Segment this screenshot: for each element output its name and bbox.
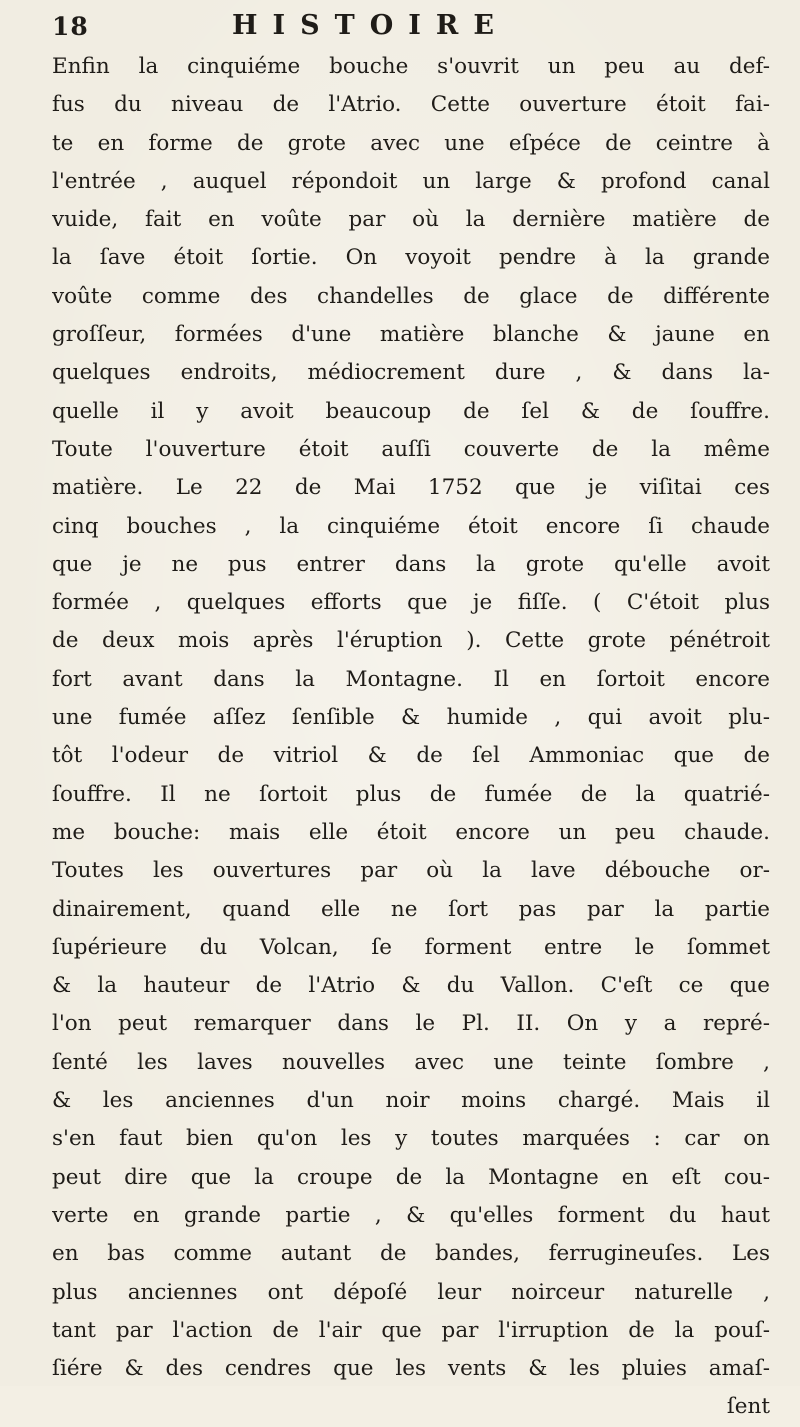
text-line: peut dire que la croupe de la Montagne en eſt cou-: [52, 1164, 770, 1190]
text-line: Toutes les ouvertures par où la lave débouche or-: [52, 858, 770, 884]
text-line: l'on peut remarquer dans le Pl. II. On y a repré-: [52, 1011, 770, 1037]
text-line: en bas comme autant de bandes, ferrugineuſes. Les: [52, 1241, 770, 1267]
text-line: te en forme de grote avec une eſpéce de ceintre à: [52, 130, 770, 156]
text-line: que je ne pus entrer dans la grote qu'elle avoit: [52, 551, 770, 577]
text-line: s'en faut bien qu'on les y toutes marquées : car on: [52, 1126, 770, 1152]
text-line: ſiére & des cendres que les vents & les pluies amaſ-: [52, 1356, 770, 1382]
text-line: Enfin la cinquiéme bouche s'ouvrit un peu au def-: [52, 54, 770, 79]
running-title: HISTOIRE: [232, 10, 509, 41]
text-line: Toute l'ouverture étoit auſſi couverte de la même: [52, 436, 770, 462]
text-line: la ſave étoit ſortie. On voyoit pendre à la grande: [52, 245, 770, 271]
text-line: ſenté les laves nouvelles avec une teinte ſombre ,: [52, 1049, 770, 1075]
text-line: l'entrée , auquel répondoit un large & profond canal: [52, 168, 770, 194]
text-line: ſouffre. Il ne ſortoit plus de fumée de la quatrié-: [52, 781, 770, 807]
text-line: fus du niveau de l'Atrio. Cette ouverture étoit fai-: [52, 92, 770, 118]
text-line: fort avant dans la Montagne. Il en ſortoit encore: [52, 666, 770, 692]
text-line: ſupérieure du Volcan, ſe forment entre le ſommet: [52, 934, 770, 960]
text-line: plus anciennes ont dépoſé leur noirceur naturelle ,: [52, 1279, 770, 1305]
text-line: vuide, fait en voûte par où la dernière matière de: [52, 207, 770, 233]
text-line: cinq bouches , la cinquiéme étoit encore ſi chaude: [52, 513, 770, 539]
page-number: 18: [52, 12, 89, 41]
text-line: verte en grande partie , & qu'elles forment du haut: [52, 1202, 770, 1228]
text-line: tôt l'odeur de vitriol & de ſel Ammoniac que de: [52, 743, 770, 769]
text-line: voûte comme des chandelles de glace de différente: [52, 283, 770, 309]
text-line: de deux mois après l'éruption ). Cette grote pénétroit: [52, 628, 770, 654]
text-line: formée , quelques efforts que je fiſſe. ( C'étoit plus: [52, 590, 770, 616]
text-line: quelques endroits, médiocrement dure , & dans la-: [52, 360, 770, 386]
text-line: & la hauteur de l'Atrio & du Vallon. C'eſt ce que: [52, 973, 770, 999]
text-line: & les anciennes d'un noir moins chargé. Mais il: [52, 1088, 770, 1114]
text-line: me bouche: mais elle étoit encore un peu chaude.: [52, 819, 770, 845]
body-text: [52, 48, 770, 1427]
text-line: matière. Le 22 de Mai 1752 que je viſitai ces: [52, 475, 770, 501]
text-line: une fumée aſſez ſenſible & humide , qui avoit plu-: [52, 705, 770, 731]
text-line: dinairement, quand elle ne ſort pas par la partie: [52, 896, 770, 922]
text-line: groſſeur, formées d'une matière blanche & jaune en: [52, 322, 770, 348]
catchword: ſent: [726, 1394, 770, 1420]
text-line: quelle il y avoit beaucoup de ſel & de ſouffre.: [52, 398, 770, 424]
text-line: tant par l'action de l'air que par l'irruption de la pouſ-: [52, 1317, 770, 1343]
running-head: [52, 12, 762, 46]
